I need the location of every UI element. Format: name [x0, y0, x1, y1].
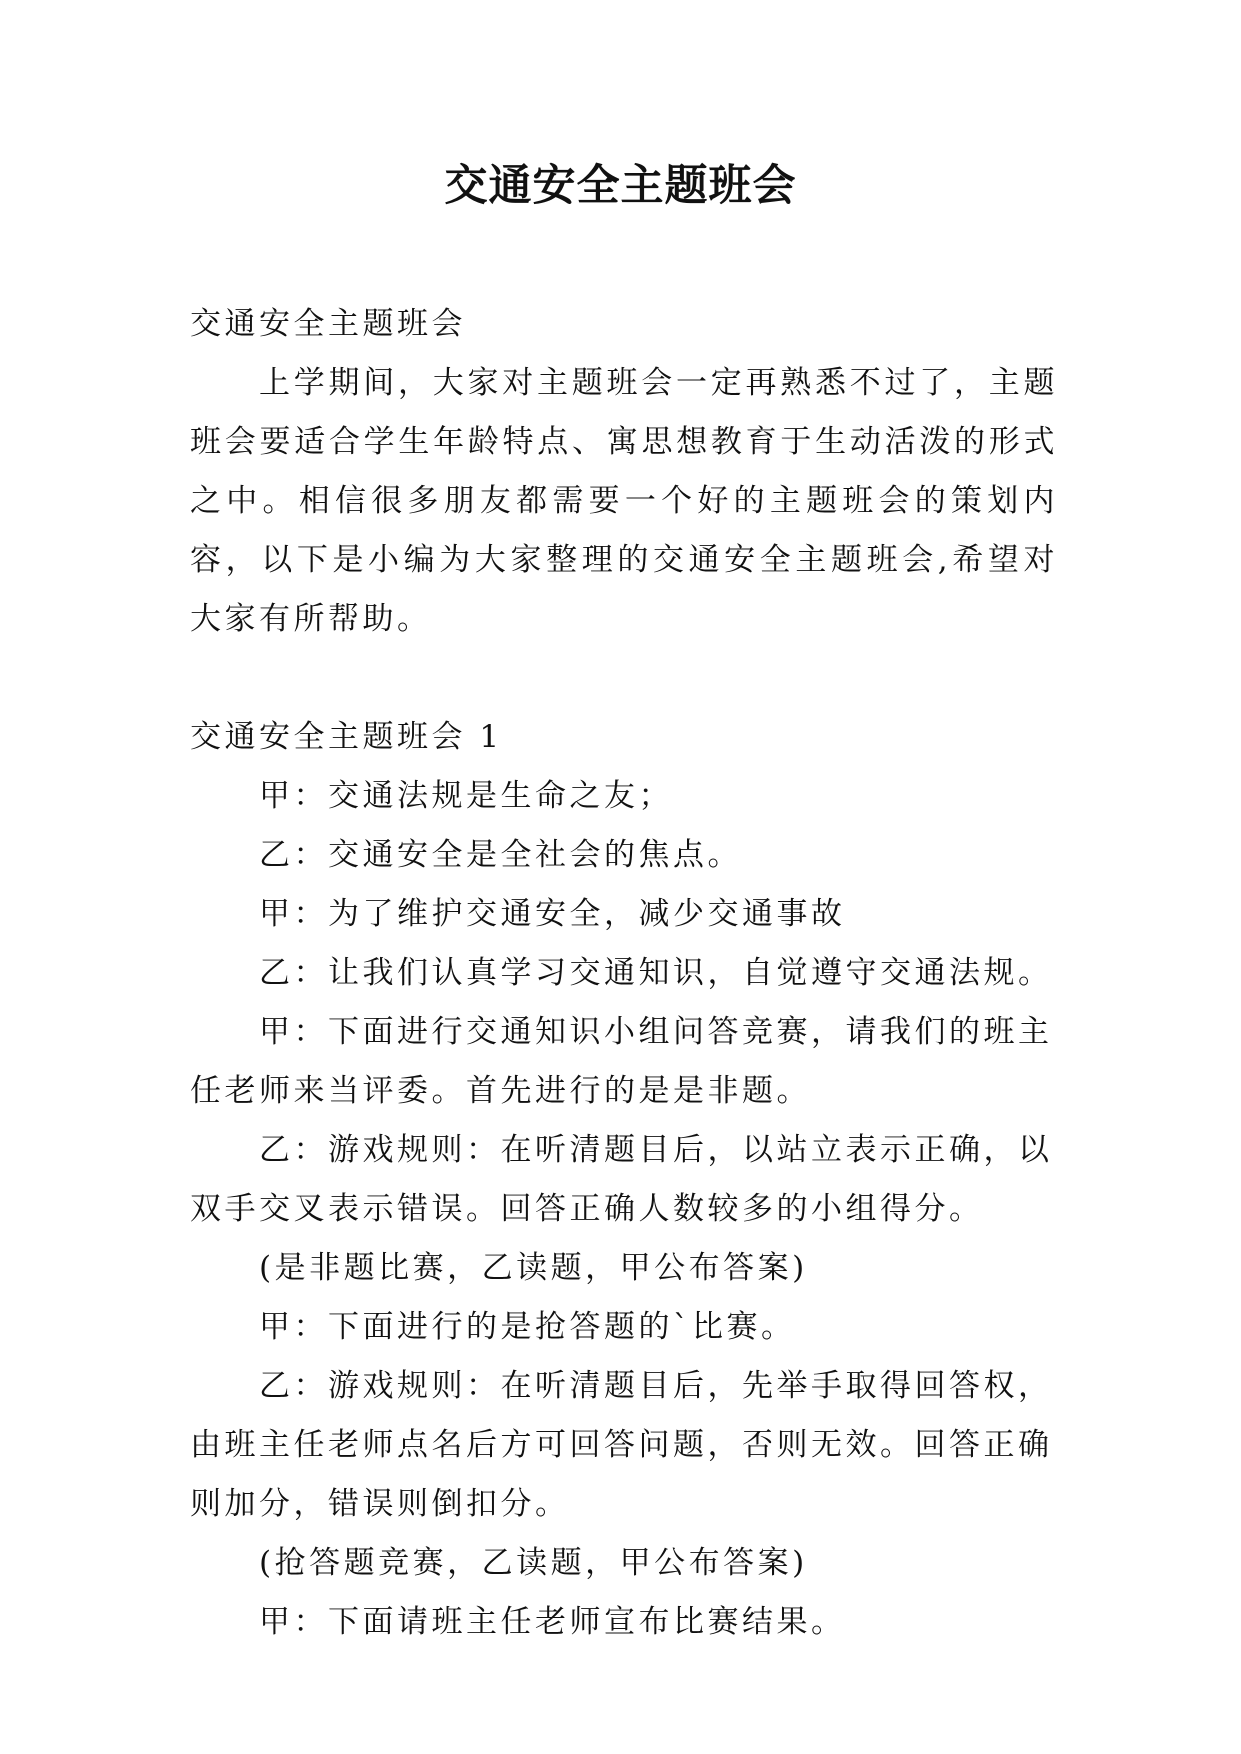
dialogue-paragraph: 甲：下面进行交通知识小组问答竞赛，请我们的班主任老师来当评委。首先进行的是是非题。	[190, 1014, 1053, 1109]
dialogue-paragraph: 甲：为了维护交通安全，减少交通事故	[259, 896, 846, 932]
document-title: 交通安全主题班会	[444, 161, 797, 211]
dialogue-paragraph: 乙：让我们认真学习交通知识，自觉遵守交通法规。	[259, 955, 1053, 991]
document-body	[190, 295, 1058, 1652]
dialogue-paragraph: 乙：交通安全是全社会的焦点。	[259, 837, 742, 873]
dialogue-paragraph: 甲：下面进行的是抢答题的`比赛。	[259, 1309, 796, 1345]
subtitle: 交通安全主题班会	[190, 306, 466, 342]
section-heading: 交通安全主题班会 1	[190, 719, 503, 755]
dialogue-paragraph: 甲：下面请班主任老师宣布比赛结果。	[259, 1604, 846, 1640]
dialogue-paragraph: 乙：游戏规则：在听清题目后，以站立表示正确，以双手交叉表示错误。回答正确人数较多的小组得分。	[190, 1132, 1053, 1227]
dialogue-paragraph: (抢答题竞赛，乙读题，甲公布答案)	[259, 1545, 808, 1581]
paragraph-spacer	[190, 649, 1058, 708]
dialogue-paragraph: 乙：游戏规则：在听清题目后，先举手取得回答权，由班主任老师点名后方可回答问题，否则无效。回答正确则加分，错误则倒扣分。	[190, 1368, 1053, 1522]
dialogue-paragraph: (是非题比赛，乙读题，甲公布答案)	[259, 1250, 808, 1286]
dialogue-paragraph: 甲：交通法规是生命之友；	[259, 778, 673, 814]
intro-paragraph: 上学期间，大家对主题班会一定再熟悉不过了，主题班会要适合学生年龄特点、寓思想教育于生动活泼的形式之中。相信很多朋友都需要一个好的主题班会的策划内容，以下是小编为大家整理的交通安全主题班会,希望对大家有所帮助。	[190, 365, 1058, 637]
